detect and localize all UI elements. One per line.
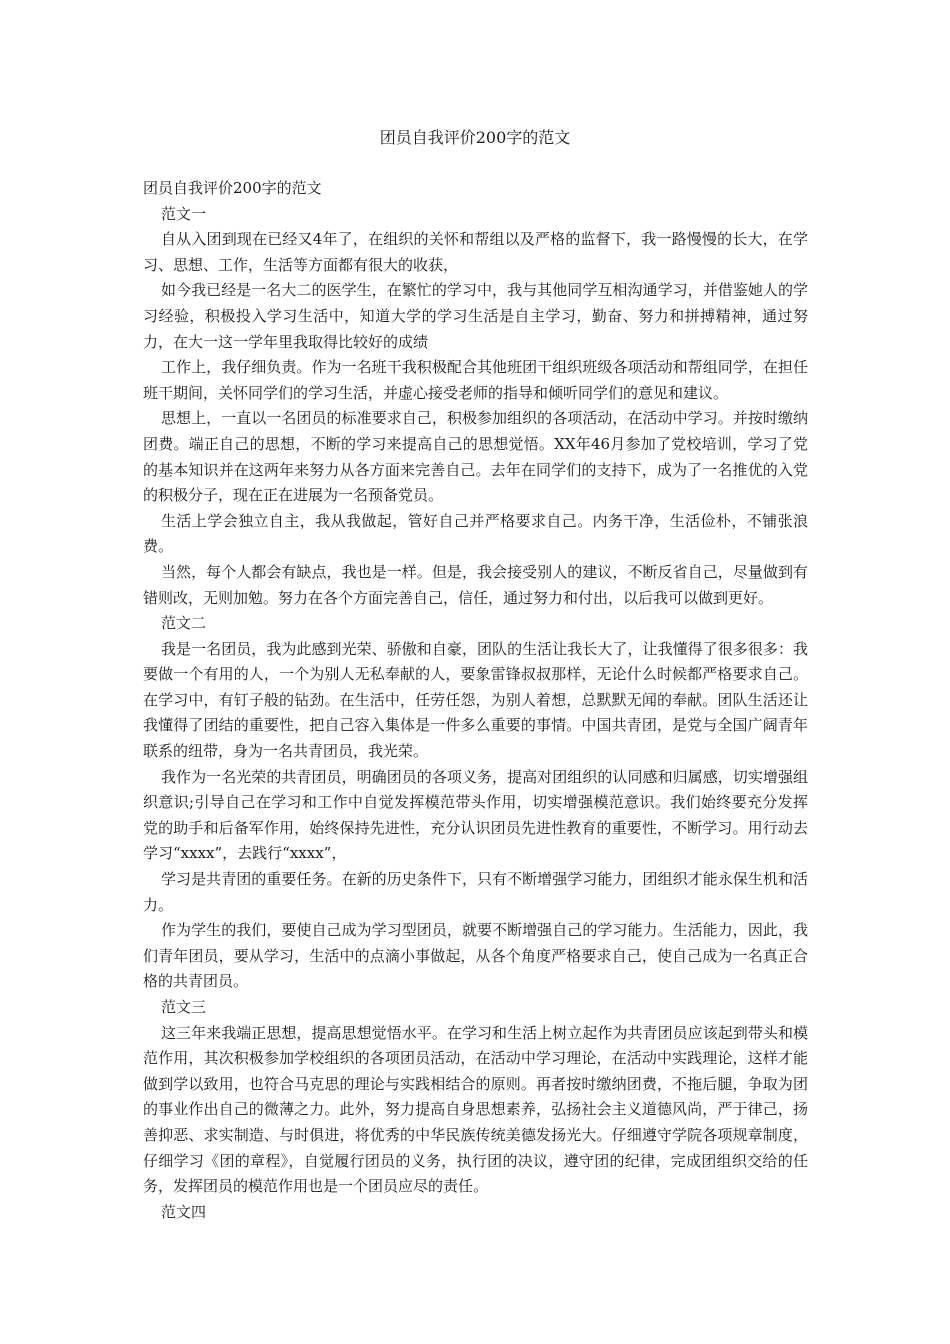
paragraph: 当然，每个人都会有缺点，我也是一样。但是，我会接受别人的建议，不断反省自己，尽量做到有错则改，无则加勉。努力在各个方面完善自己，信任，通过努力和付出，以后我可以做到更好。 [143, 562, 808, 607]
paragraph: 学习是共青团的重要任务。在新的历史条件下，只有不断增强学习能力，团组织才能永保生机和活力。 [143, 870, 808, 914]
paragraph: 思想上，一直以一名团员的标准要求自己，积极参加组织的各项活动，在活动中学习。并按时缴纳团费。端正自己的思想，不断的学习来提高自己的思想觉悟。XX年46月参加了党校培训，学习了党的基本知识并在这两年来努力从各方面来完善自己。去年在同学们的支持下，成为了一名推优的入党的积极分子，现在正在进展为一名预备党员。 [143, 409, 808, 505]
section-heading: 范文二 [161, 614, 207, 633]
paragraph: 工作上，我仔细负责。作为一名班干我积极配合其他班团干组织班级各项活动和帮组同学，在担任班干期间，关怀同学们的学习生活，并虚心接受老师的指导和倾听同学们的意见和建议。 [143, 358, 808, 402]
document-body [143, 176, 808, 1225]
section-heading: 范文一 [161, 204, 207, 223]
paragraph: 这三年来我端正思想，提高思想觉悟水平。在学习和生活上树立起作为共青团员应该起到带头和模范作用，其次积极参加学校组织的各项团员活动，在活动中学习理论，在活动中实践理论，这样才能做到学以致用，也符合马克思的理论与实践相结合的原则。再者按时缴纳团费，不拖后腿，争取为团的事业作出自己的微薄之力。此外，努力提高自身思想素养，弘扬社会主义道德风尚，严于律己，扬善抑恶、求实制造、与时俱进，将优秀的中华民族传统美德发扬光大。仔细遵守学院各项规章制度，仔细学习《团的章程》，自觉履行团员的义务，执行团的决议，遵守团的纪律，完成团组织交给的任务，发挥团员的模范作用也是一个团员应尽的责任。 [143, 1023, 808, 1196]
section-heading: 范文三 [161, 998, 207, 1016]
document-subtitle: 团员自我评价200字的范文 [143, 179, 322, 197]
page-title: 团员自我评价200字的范文 [379, 128, 571, 147]
section-heading: 范文四 [161, 1202, 207, 1221]
paragraph: 如今我已经是一名大二的医学生，在繁忙的学习中，我与其他同学互相沟通学习，并借鉴她人的学习经验，积极投入学习生活中，知道大学的学习生活是自主学习，勤奋、努力和拼搏精神，通过努力，在大一这一学年里我取得比较好的成绩 [143, 281, 808, 351]
paragraph: 作为学生的我们，要使自己成为学习型团员，就要不断增强自己的学习能力。生活能力，因此，我们青年团员，要从学习，生活中的点滴小事做起，从各个角度严格要求自己，使自己成为一名真正合格的共青团员。 [143, 921, 808, 991]
paragraph: 我是一名团员，我为此感到光荣、骄傲和自豪，团队的生活让我长大了，让我懂得了很多很多：我要做一个有用的人，一个为别人无私奉献的人，要象雷锋叔叔那样，无论什么时候都严格要求自己。在学习中，有钉子般的钻劲。在生活中，任劳任怨，为别人着想，总默默无闻的奉献。团队生活还让我懂得了团结的重要性，把自己容入集体是一件多么重要的事情。中国共青团，是党与全国广阔青年联系的纽带，身为一名共青团员，我光荣。 [143, 639, 808, 761]
paragraph: 我作为一名光荣的共青团员，明确团员的各项义务，提高对团组织的认同感和归属感，切实增强组织意识;引导自己在学习和工作中自觉发挥模范带头作用，切实增强模范意识。我们始终要充分发挥党的助手和后备军作用，始终保持先进性，充分认识团员先进性教育的重要性，不断学习。用行动去学习“xxxx”，去践行“xxxx”， [143, 767, 808, 863]
paragraph: 生活上学会独立自主，我从我做起，管好自己并严格要求自己。内务干净，生活俭朴，不铺张浪费。 [143, 511, 808, 556]
paragraph: 自从入团到现在已经又4年了，在组织的关怀和帮组以及严格的监督下，我一路慢慢的长大，在学习、思想、工作，生活等方面都有很大的收获， [143, 230, 808, 274]
